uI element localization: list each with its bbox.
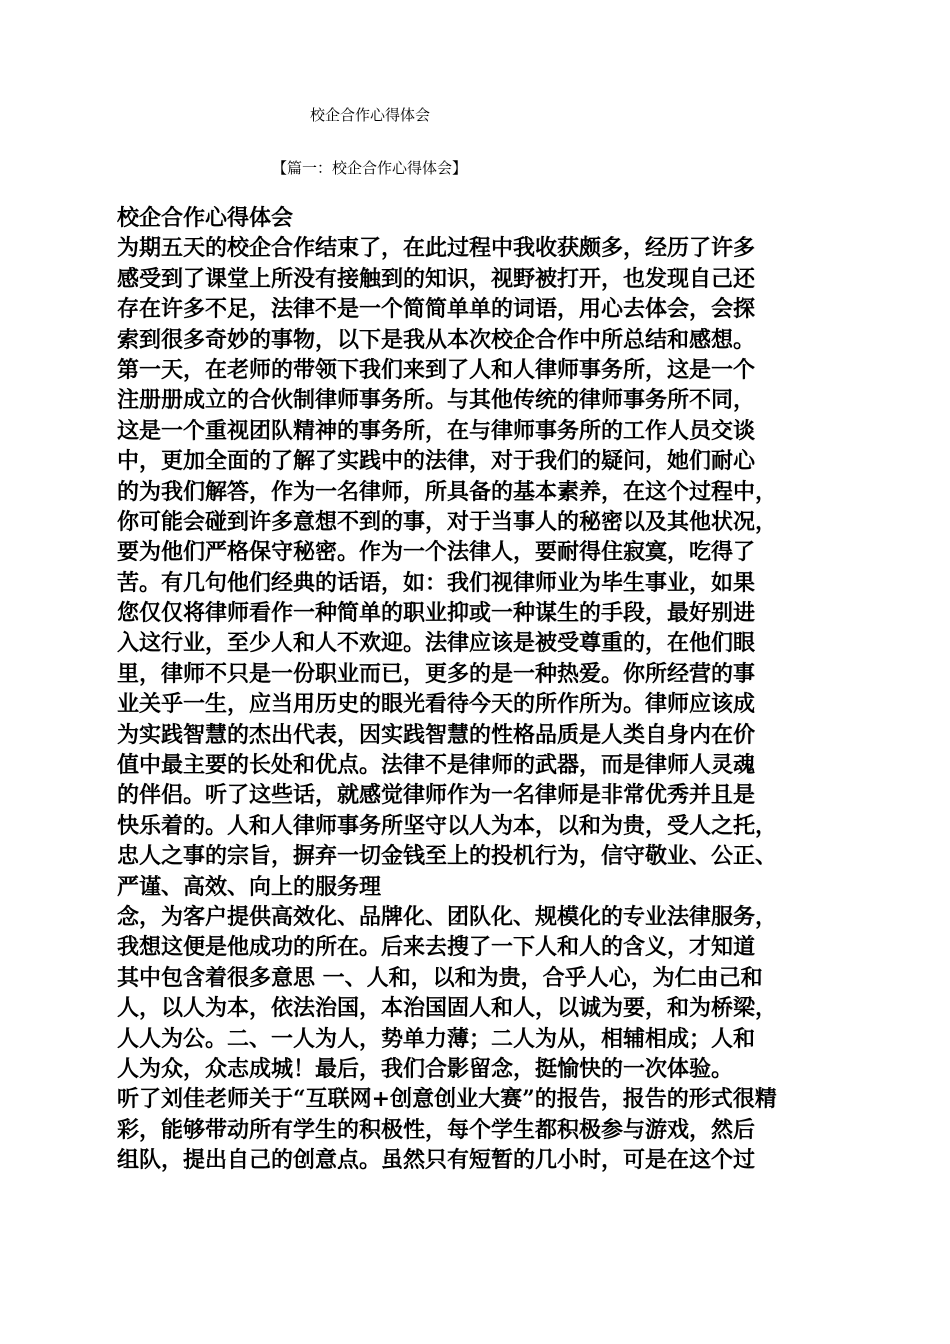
body-text-line: 第一天，在老师的带领下我们来到了人和人律师事务所，这是一个 bbox=[117, 356, 756, 383]
section-title: 【篇一：校企合作心得体会】 bbox=[272, 159, 468, 177]
body-text-line: 人为众，众志成城！最后，我们合影留念，挺愉快的一次体验。 bbox=[117, 1055, 734, 1082]
body-text bbox=[117, 203, 837, 1176]
body-text-line: 组队，提出自己的创意点。虽然只有短暂的几小时，可是在这个过 bbox=[117, 1147, 756, 1174]
body-text-line: 彩，能够带动所有学生的积极性，每个学生都积极参与游戏，然后 bbox=[117, 1116, 756, 1143]
body-text-line: 的为我们解答，作为一名律师，所具备的基本素养，在这个过程中， bbox=[117, 478, 778, 505]
body-text-line: 快乐着的。人和人律师事务所坚守以人为本，以和为贵，受人之托， bbox=[117, 812, 778, 839]
body-text-line: 中，更加全面的了解了实践中的法律，对于我们的疑问，她们耐心 bbox=[117, 448, 756, 475]
body-heading: 校企合作心得体会 bbox=[117, 205, 294, 231]
body-text-line: 你可能会碰到许多意想不到的事，对于当事人的秘密以及其他状况， bbox=[117, 508, 778, 535]
body-text-line: 为实践智慧的杰出代表，因实践智慧的性格品质是人类自身内在价 bbox=[117, 721, 756, 748]
body-text-line: 感受到了课堂上所没有接触到的知识，视野被打开，也发现自己还 bbox=[117, 265, 756, 292]
document-title: 校企合作心得体会 bbox=[310, 106, 431, 124]
body-text-line: 值中最主要的长处和优点。法律不是律师的武器，而是律师人灵魂 bbox=[117, 752, 756, 779]
body-text-line: 人，以人为本，依法治国，本治国固人和人，以诚为要，和为桥梁， bbox=[117, 995, 778, 1022]
body-text-line: 存在许多不足，法律不是一个简简单单的词语，用心去体会，会探 bbox=[117, 296, 756, 323]
body-text-line: 索到很多奇妙的事物，以下是我从本次校企合作中所总结和感想。 bbox=[117, 326, 756, 353]
body-text-line: 听了刘佳老师关于“互联网+创意创业大赛”的报告，报告的形式很精 bbox=[117, 1086, 777, 1113]
body-text-line: 念，为客户提供高效化、品牌化、团队化、规模化的专业法律服务， bbox=[117, 903, 778, 930]
body-text-line: 其中包含着很多意思 一、人和，以和为贵，合乎人心，为仁由己和 bbox=[117, 964, 763, 991]
body-text-line: 严谨、高效、向上的服务理 bbox=[117, 873, 382, 900]
body-text-line: 入这行业，至少人和人不欢迎。法律应该是被受尊重的，在他们眼 bbox=[117, 630, 756, 657]
body-text-line: 业关乎一生，应当用历史的眼光看待今天的所作所为。律师应该成 bbox=[117, 691, 756, 718]
body-text-line: 里，律师不只是一份职业而已，更多的是一种热爱。你所经营的事 bbox=[117, 660, 756, 687]
body-text-line: 这是一个重视团队精神的事务所，在与律师事务所的工作人员交谈 bbox=[117, 417, 756, 444]
body-text-line: 您仅仅将律师看作一种简单的职业抑或一种谋生的手段，最好别进 bbox=[117, 600, 756, 627]
body-text-line: 的伴侣。听了这些话，就感觉律师作为一名律师是非常优秀并且是 bbox=[117, 782, 756, 809]
body-text-line: 忠人之事的宗旨，摒弃一切金钱至上的投机行为，信守敬业、公正、 bbox=[117, 843, 778, 870]
body-text-line: 注册册成立的合伙制律师事务所。与其他传统的律师事务所不同， bbox=[117, 387, 756, 414]
body-text-line: 要为他们严格保守秘密。作为一个法律人，要耐得住寂寞，吃得了 bbox=[117, 539, 756, 566]
body-text-line: 人人为公。二、一人为人，势单力薄；二人为从，相辅相成；人和 bbox=[117, 1025, 756, 1052]
body-text-line: 为期五天的校企合作结束了，在此过程中我收获颇多，经历了许多 bbox=[117, 235, 756, 262]
body-text-line: 苦。有几句他们经典的话语，如：我们视律师业为毕生事业，如果 bbox=[117, 569, 756, 596]
body-text-line: 我想这便是他成功的所在。后来去搜了一下人和人的含义，才知道 bbox=[117, 934, 756, 961]
